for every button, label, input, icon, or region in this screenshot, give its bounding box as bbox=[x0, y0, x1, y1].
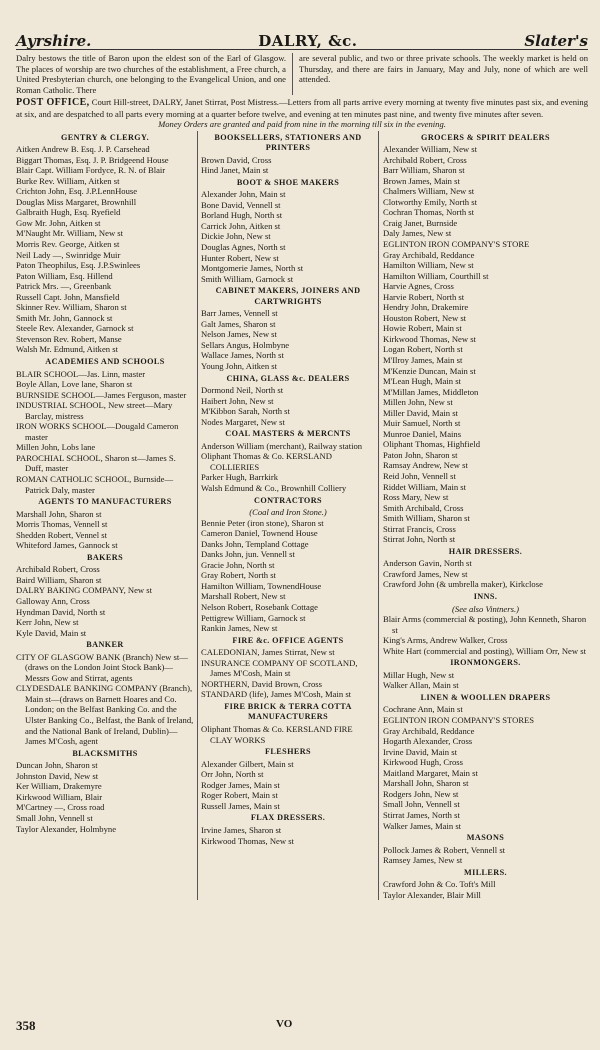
directory-entry: Craig Janet, Burnside bbox=[383, 217, 458, 228]
directory-entry: Cochran Thomas, North st bbox=[383, 207, 475, 218]
directory-entry: Riddet William, Main st bbox=[383, 481, 467, 492]
post-office-text: Court Hill-street, DALRY, Janet Stirrat, Post Mistress.—Letters from all parts arrive every morning at twenty five minutes past six, and evening at six, and are despatched to all parts every morning at a quarter before twelve, and evening at ten minutes past nine, and twenty five minutes after seven. bbox=[16, 97, 588, 119]
directory-entry: Marshall Robert, New st bbox=[201, 591, 286, 602]
directory-entry: Blair Capt. William Fordyce, R. N. of Blair bbox=[16, 165, 166, 176]
directory-entry: IRON WORKS SCHOOL—Dougald Cameron master bbox=[16, 421, 179, 442]
directory-entry: Daly James, New st bbox=[383, 228, 452, 239]
directory-entry: EGLINTON IRON COMPANY'S STORE bbox=[383, 238, 530, 249]
directory-entry: Kirkwood William, Blair bbox=[16, 791, 103, 802]
directory-columns bbox=[16, 131, 588, 901]
directory-entry: Nelson Robert, Rosebank Cottage bbox=[201, 602, 318, 613]
section-heading: BOOKSELLERS, STATIONERS AND PRINTERS bbox=[214, 132, 362, 153]
publisher-title: Slater's bbox=[524, 32, 588, 50]
directory-entry: STANDARD (life), James M'Cosh, Main st bbox=[201, 689, 352, 700]
directory-entry: Parker Hugh, Barrkirk bbox=[201, 472, 279, 483]
directory-entry: Wallace James, North st bbox=[201, 350, 284, 361]
directory-entry: Gray Archibald, Reddance bbox=[383, 725, 475, 736]
section-heading: CABINET MAKERS, JOINERS AND CARTWRIGHTS bbox=[215, 286, 361, 306]
section-heading: INNS. bbox=[473, 592, 498, 602]
directory-entry: Borland Hugh, North st bbox=[201, 210, 283, 221]
directory-entry: Galt James, Sharon st bbox=[201, 318, 276, 329]
section-heading: BLACKSMITHS bbox=[72, 748, 138, 758]
directory-entry: Young John, Aitken st bbox=[201, 360, 278, 371]
county-title: Ayrshire. bbox=[16, 32, 92, 50]
directory-entry: Dormond Neil, North st bbox=[201, 385, 284, 396]
section-heading: GENTRY & CLERGY. bbox=[60, 132, 150, 142]
directory-entry: INSURANCE COMPANY OF SCOTLAND, James M'Cosh, Main st bbox=[201, 657, 358, 679]
directory-entry: Irvine James, Sharon st bbox=[201, 824, 282, 835]
directory-entry: INDUSTRIAL SCHOOL, New street—Mary Barclay, mistress bbox=[16, 400, 173, 421]
section-heading: HAIR DRESSERS. bbox=[448, 546, 523, 556]
directory-entry: Smith Archibald, Cross bbox=[383, 502, 464, 513]
directory-entry: Alexander John, Main st bbox=[201, 189, 286, 200]
directory-entry: Bone David, Vennell st bbox=[201, 199, 281, 210]
directory-entry: Anderson William (merchant), Railway station bbox=[201, 440, 363, 451]
section-heading: FLESHERS bbox=[265, 747, 311, 757]
directory-entry: Crawford James, New st bbox=[383, 568, 468, 579]
directory-entry: Hamilton William, TownendHouse bbox=[201, 580, 322, 591]
directory-entry: Morris Thomas, Vennell st bbox=[16, 519, 108, 530]
directory-entry: Chalmers William, New st bbox=[383, 186, 475, 197]
directory-entry: Crawford John & Co. Toft's Mill bbox=[383, 879, 496, 890]
directory-entry: Gracie John, North st bbox=[201, 559, 275, 570]
directory-entry: Boyle Allan, Love lane, Sharon st bbox=[16, 379, 133, 390]
directory-entry: Smith William, Sharon st bbox=[383, 513, 470, 524]
directory-entry: Harvie Robert, North st bbox=[383, 291, 465, 302]
directory-entry: White Hart (commercial and posting), William Orr, New st bbox=[383, 645, 586, 656]
directory-entry: Howie Robert, Main st bbox=[383, 323, 462, 334]
directory-entry: Harvie Agnes, Cross bbox=[383, 281, 454, 292]
directory-entry: Walker James, Main st bbox=[383, 820, 462, 831]
directory-entry: Russell Capt. John, Mansfield bbox=[16, 291, 120, 302]
directory-entry: Small John, Vennell st bbox=[383, 799, 460, 810]
directory-entry: Walsh Edmund & Co., Brownhill Colliery bbox=[201, 483, 347, 493]
money-orders-note: Money Orders are granted and paid from nine in the morning till six in the evening. bbox=[158, 119, 446, 129]
directory-entry: Maitland Margaret, Main st bbox=[383, 767, 478, 778]
directory-entry: Nelson James, New st bbox=[201, 329, 277, 340]
directory-entry: Marshall John, Sharon st bbox=[383, 778, 469, 789]
directory-entry: CLYDESDALE BANKING COMPANY (Branch), Main st—(draws on Barnett Hoares and Co. London; on the Belfast Banking Co. and the Ulster Banking Co., Belfast, the Bank of Ireland, and the National Bank of Ireland, Dublin)—James M'Cosh, agent bbox=[16, 683, 194, 747]
directory-entry: Hamilton William, Courthill st bbox=[383, 270, 489, 281]
directory-entry: Walsh Mr. Edmund, Aitken st bbox=[16, 344, 118, 355]
directory-entry: Danks John, Templand Cottage bbox=[201, 538, 309, 549]
directory-entry: Hind Janet, Main st bbox=[201, 165, 269, 176]
directory-entry: M'Kenzie Duncan, Main st bbox=[383, 365, 476, 376]
page-footer bbox=[16, 1018, 588, 1034]
directory-entry: Patrick Mrs. —, Greenbank bbox=[16, 281, 112, 292]
directory-entry: Hunter Robert, New st bbox=[201, 252, 279, 263]
directory-entry: Houston Robert, New st bbox=[383, 312, 467, 323]
signature-mark: VO bbox=[276, 1018, 293, 1030]
directory-entry: Miller David, Main st bbox=[383, 407, 458, 418]
section-heading: CHINA, GLASS &c. DEALERS bbox=[226, 373, 350, 383]
directory-entry: Dickie John, New st bbox=[201, 231, 271, 242]
directory-entry: Reid John, Vennell st bbox=[383, 471, 456, 481]
directory-entry: Clotworthy Emily, North st bbox=[383, 196, 477, 207]
directory-entry: Muir Samuel, North st bbox=[383, 418, 461, 429]
directory-entry: Paton Theophilus, Esq. J.P.Swinlees bbox=[16, 260, 141, 271]
directory-entry: Taylor Alexander, Blair Mill bbox=[383, 889, 481, 900]
directory-entry: Walker Allan, Main st bbox=[383, 680, 459, 691]
section-heading: GROCERS & SPIRIT DEALERS bbox=[421, 132, 550, 142]
directory-entry: Ramsay Andrew, New st bbox=[383, 460, 468, 471]
directory-entry: Kerr John, New st bbox=[16, 617, 79, 628]
directory-entry: Aitken Andrew B. Esq. J. P. Carsehead bbox=[16, 144, 150, 155]
directory-entry: Millar Hugh, New st bbox=[383, 669, 455, 680]
directory-entry: Roger Robert, Main st bbox=[201, 790, 278, 801]
directory-entry: BLAIR SCHOOL—Jas. Linn, master bbox=[16, 368, 146, 379]
directory-entry: Sellars Angus, Holmbyne bbox=[201, 339, 290, 350]
directory-entry: Ker William, Drakemyre bbox=[16, 781, 102, 792]
directory-entry: Smith William, Garnock st bbox=[201, 273, 294, 284]
directory-entry: Montgomerie James, North st bbox=[201, 263, 304, 274]
directory-entry: Shedden Robert, Vennel st bbox=[16, 529, 108, 540]
page-number: 358 bbox=[16, 1018, 36, 1033]
section-heading: ACADEMIES AND SCHOOLS bbox=[45, 356, 165, 366]
directory-entry: Danks John, jun. Vennell st bbox=[201, 549, 295, 560]
directory-entry: Russell James, Main st bbox=[201, 800, 280, 811]
directory-entry: Oliphant Thomas & Co. KERSLAND FIRE CLAY WORKS bbox=[201, 724, 353, 745]
directory-entry: Galbraith Hugh, Esq. Ryefield bbox=[16, 207, 121, 218]
directory-entry: Oliphant Thomas, Highfield bbox=[383, 439, 480, 450]
directory-entry: King's Arms, Andrew Walker, Cross bbox=[383, 635, 508, 646]
directory-entry: EGLINTON IRON COMPANY'S STORES bbox=[383, 715, 535, 726]
directory-entry: Paton William, Esq. Hillend bbox=[16, 270, 113, 281]
directory-entry: Kirkwood Thomas, New st bbox=[201, 835, 294, 846]
directory-entry: CITY OF GLASGOW BANK (Branch) New st—(draws on the London Joint Stock Bank)—Messrs Gow and Stirrat, agents bbox=[16, 651, 188, 683]
directory-entry: Archibald Robert, Cross bbox=[383, 154, 467, 165]
section-subheading: (Coal and Iron Stone.) bbox=[249, 507, 327, 518]
directory-entry: NORTHERN, David Brown, Cross bbox=[201, 678, 322, 689]
column-3 bbox=[379, 131, 588, 901]
directory-entry: Crawford John (& umbrella maker), Kirkclose bbox=[383, 579, 543, 590]
directory-entry: Haibert John, New st bbox=[201, 395, 274, 406]
section-heading: FIRE &c. OFFICE AGENTS bbox=[232, 635, 344, 645]
directory-entry: Stirrat Francis, Cross bbox=[383, 523, 456, 534]
directory-entry: Munroe Daniel, Mains bbox=[383, 428, 462, 439]
post-office-notice bbox=[16, 97, 588, 119]
post-office-title: POST OFFICE, bbox=[16, 97, 90, 108]
directory-entry: Rankin James, New st bbox=[201, 623, 278, 634]
directory-entry: Pollock James & Robert, Vennell st bbox=[383, 844, 506, 855]
directory-entry: Douglas Agnes, North st bbox=[201, 241, 286, 252]
directory-entry: Anderson Gavin, North st bbox=[383, 558, 472, 569]
place-title: DALRY, &c. bbox=[258, 32, 358, 50]
section-heading: FLAX DRESSERS. bbox=[250, 813, 326, 823]
directory-entry: M'Kibbon Sarah, North st bbox=[201, 406, 290, 417]
directory-entry: Cameron Daniel, Townend House bbox=[201, 528, 318, 539]
section-heading: MASONS bbox=[466, 833, 505, 843]
directory-entry: Ramsey James, New st bbox=[383, 855, 463, 866]
section-heading: BANKER bbox=[86, 640, 124, 650]
directory-entry: M'Naught Mr. William, New st bbox=[16, 228, 124, 239]
directory-entry: Neil Lady —, Swinridge Muir bbox=[16, 249, 121, 260]
directory-entry: Archibald Robert, Cross bbox=[16, 564, 100, 575]
directory-entry: Brown David, Cross bbox=[201, 154, 272, 165]
section-heading: COAL MASTERS & MERCNTS bbox=[225, 429, 351, 439]
directory-entry: BURNSIDE SCHOOL—James Ferguson, master bbox=[16, 389, 187, 400]
directory-entry: Johnston David, New st bbox=[16, 770, 99, 781]
directory-entry: Burke Rev. William, Aitken st bbox=[16, 175, 120, 186]
column-2 bbox=[197, 131, 379, 901]
directory-entry: Kyle David, Main st bbox=[16, 627, 87, 638]
directory-entry: Ross Mary, New st bbox=[383, 492, 449, 503]
directory-entry: CALEDONIAN, James Stirrat, New st bbox=[201, 647, 335, 658]
directory-entry: Paton John, Sharon st bbox=[383, 449, 458, 460]
directory-entry: Hamilton William, New st bbox=[383, 260, 474, 271]
directory-entry: M'Ilroy James, Main st bbox=[383, 354, 463, 365]
directory-entry: Crichton John, Esq. J.P.LennHouse bbox=[16, 186, 138, 197]
directory-entry: Hyndman David, North st bbox=[16, 606, 106, 617]
section-heading: LINEN & WOOLLEN DRAPERS bbox=[420, 692, 551, 702]
intro-right: are several public, and two or three private schools. The weekly market is held on Thursday, and there are fairs in January, May and July, none of which are well attended. bbox=[299, 53, 588, 84]
directory-entry: Millen John, Lobs lane bbox=[16, 442, 96, 453]
section-heading: BOOT & SHOE MAKERS bbox=[236, 177, 340, 187]
section-heading: MILLERS. bbox=[463, 867, 507, 877]
directory-entry: Alexander William, New st bbox=[383, 144, 478, 155]
directory-entry: M'Cartney —, Cross road bbox=[16, 802, 105, 813]
directory-entry: Carrick John, Aitken st bbox=[201, 220, 281, 231]
section-heading: BAKERS bbox=[86, 552, 124, 562]
directory-entry: Morris Rev. George, Aitken st bbox=[16, 238, 120, 249]
directory-entry: Barr James, Vennell st bbox=[201, 308, 278, 319]
intro-left: Dalry bestows the title of Baron upon the eldest son of the Earl of Glasgow. The places of worship are two churches of the establishment, a Free church, a United Presbyterian church, one belonging to the Evangelical Union, and one Roman Catholic. There bbox=[16, 53, 293, 95]
directory-entry: Douglas Miss Margaret, Brownhill bbox=[16, 196, 137, 207]
directory-entry: Logan Robert, North st bbox=[383, 344, 463, 355]
directory-entry: Stirrat James, North st bbox=[383, 809, 460, 820]
directory-entry: Whiteford James, Gannock st bbox=[16, 540, 118, 551]
directory-entry: Hendry John, Drakemire bbox=[383, 302, 469, 313]
directory-entry: Skinner Rev. William, Sharon st bbox=[16, 302, 127, 313]
directory-entry: Irvine David, Main st bbox=[383, 746, 457, 757]
section-heading: IRONMONGERS. bbox=[450, 658, 521, 668]
directory-entry: Rodgers John, New st bbox=[383, 788, 459, 799]
section-subheading: (See also Vintners.) bbox=[452, 603, 519, 614]
directory-entry: Baird William, Sharon st bbox=[16, 574, 102, 585]
directory-entry: Millen John, New st bbox=[383, 397, 453, 408]
directory-entry: Taylor Alexander, Holmbyne bbox=[16, 823, 117, 834]
directory-entry: Kirkwood Hugh, Cross bbox=[383, 757, 463, 768]
directory-entry: Nodes Margaret, New st bbox=[201, 416, 285, 427]
directory-entry: Marshall John, Sharon st bbox=[16, 508, 102, 519]
directory-entry: Stirrat John, North st bbox=[383, 534, 456, 545]
directory-entry: Orr John, North st bbox=[201, 769, 264, 780]
directory-entry: Smith Mr. John, Gannock st bbox=[16, 312, 113, 323]
directory-entry: Pettigrew William, Garnock st bbox=[201, 612, 306, 623]
directory-entry: Cochrane Ann, Main st bbox=[383, 704, 463, 715]
directory-entry: Steele Rev. Alexander, Garnock st bbox=[16, 323, 134, 334]
directory-entry: Bennie Peter (iron stone), Sharon st bbox=[201, 517, 324, 528]
directory-entry: Kirkwood Thomas, New st bbox=[383, 333, 476, 344]
directory-entry: M'Lean Hugh, Main st bbox=[383, 376, 461, 387]
directory-entry: Biggart Thomas, Esq. J. P. Bridgeend House bbox=[16, 154, 169, 165]
directory-entry: DALRY BAKING COMPANY, New st bbox=[16, 585, 153, 596]
directory-entry: Alexander Gilbert, Main st bbox=[201, 758, 294, 769]
directory-entry: Small John, Vennell st bbox=[16, 812, 93, 823]
section-heading: CONTRACTORS bbox=[254, 495, 322, 505]
directory-entry: ROMAN CATHOLIC SCHOOL, Burnside—Patrick Daly, master bbox=[16, 474, 174, 495]
section-heading: FIRE BRICK & TERRA COTTA MANUFACTURERS bbox=[224, 701, 352, 722]
column-1 bbox=[16, 131, 197, 901]
directory-entry: Blair Arms (commercial & posting), John Kenneth, Sharon st bbox=[383, 614, 587, 635]
intro-paragraph bbox=[16, 53, 588, 95]
directory-entry: Gow Mr. John, Aitken st bbox=[16, 217, 101, 228]
directory-entry: M'Millan James, Middleton bbox=[383, 386, 479, 397]
directory-entry: Hogarth Alexander, Cross bbox=[383, 736, 473, 747]
directory-entry: Galloway Ann, Cross bbox=[16, 596, 90, 607]
directory-entry: Duncan John, Sharon st bbox=[16, 760, 98, 771]
directory-entry: Gray Robert, North st bbox=[201, 570, 276, 581]
directory-entry: Rodger James, Main st bbox=[201, 779, 280, 790]
directory-entry: Brown James, Main st bbox=[383, 175, 460, 186]
directory-entry: Oliphant Thomas & Co. KERSLAND COLLIERIES bbox=[201, 451, 332, 472]
directory-entry: PAROCHIAL SCHOOL, Sharon st—James S. Duff, master bbox=[16, 452, 176, 474]
directory-entry: Gray Archibald, Reddance bbox=[383, 249, 475, 260]
running-header bbox=[16, 10, 588, 50]
section-heading: AGENTS TO MANUFACTURERS bbox=[38, 497, 172, 507]
directory-entry: Barr William, Sharon st bbox=[383, 165, 465, 176]
directory-entry: Stevenson Rev. Robert, Manse bbox=[16, 333, 122, 344]
